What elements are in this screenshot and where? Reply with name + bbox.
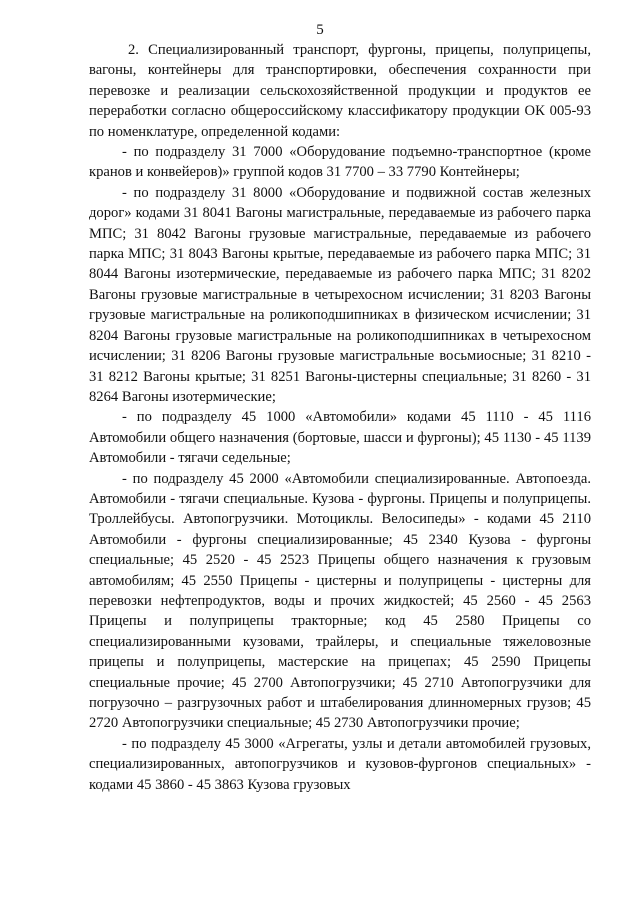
document-body <box>89 40 591 795</box>
paragraph-subsection-45-3000: - по подразделу 45 3000 «Агрегаты, узлы и детали автомобилей грузовых, специализированных, автопогрузчиков и кузовов-фургонов специальных» - кодами 45 3860 - 45 3863 Кузова грузовых <box>89 735 591 793</box>
paragraph-subsection-45-1000: - по подразделу 45 1000 «Автомобили» кодами 45 1110 - 45 1116 Автомобили общего назначения (бортовые, шасси и фургоны); 45 1130 - 45 1139 Автомобили - тягачи седельные; <box>89 409 591 467</box>
paragraph-subsection-45-2000: - по подразделу 45 2000 «Автомобили специализированные. Автопоезда. Автомобили - тягачи специальные. Кузова - фургоны. Прицепы и полуприцепы. Троллейбусы. Автопогрузчики. Мотоциклы. Велосипеды» - кодами 45 2110 Автомобили - фургоны специализированные; 45 2340 Кузова - фургоны специальные; 45 2520 - 45 2523 Прицепы общего назначения к грузовым автомобилям; 45 2550 Прицепы - цистерны и полуприцепы - цистерны для перевозки нефтепродуктов, воды и прочих жидкостей; 45 2560 - 45 2563 Прицепы и полуприцепы тракторные; код 45 2580 Прицепы со специализированными кузовами, трайлеры, и специальные тяжеловозные прицепы и полуприцепы, мастерские на прицепах; 45 2590 Прицепы специальные прочие; 45 2700 Автопогрузчики; 45 2710 Автопогрузчики для погрузочно – разгрузочных работ и штабелирования длинномерных грузов; 45 2720 Автопогрузчики специальные; 45 2730 Автопогрузчики прочие; <box>89 470 591 732</box>
paragraph-subsection-31-8000: - по подразделу 31 8000 «Оборудование и подвижной состав железных дорог» кодами 31 8041 Вагоны магистральные, передаваемые из рабочего парка МПС; 31 8042 Вагоны грузовые магистральные, передаваемые из рабочего парка МПС; 31 8043 Вагоны крытые, передаваемые из рабочего парка МПС; 31 8044 Вагоны изотермические, передаваемые из рабочего парка МПС; 31 8202 Вагоны грузовые магистральные в четырехосном исчислении; 31 8203 Вагоны грузовые магистральные на роликоподшипниках в физическом исчислении; 31 8204 Вагоны грузовые магистральные на роликоподшипниках в четырехосном исчислении; 31 8206 Вагоны грузовые магистральные восьмиосные; 31 8210 - 31 8212 Вагоны крытые; 31 8251 Вагоны-цистерны специальные; 31 8260 - 31 8264 Вагоны изотермические; <box>89 184 591 405</box>
paragraph-item-2-intro: 2. Специализированный транспорт, фургоны, прицепы, полуприцепы, вагоны, контейнеры для транспортировки, обеспечения сохранности при перевозке и реализации сельскохозяйственной продукции и продуктов ее переработки согласно общероссийскому классификатору продукции ОК 005-93 по номенклатуре, определенной кодами: <box>89 42 591 140</box>
page-number: 5 <box>316 22 324 38</box>
paragraph-subsection-31-7000: - по подразделу 31 7000 «Оборудование подъемно-транспортное (кроме кранов и конвейеров)» группой кодов 31 7700 – 33 7790 Контейнеры; <box>89 144 591 181</box>
